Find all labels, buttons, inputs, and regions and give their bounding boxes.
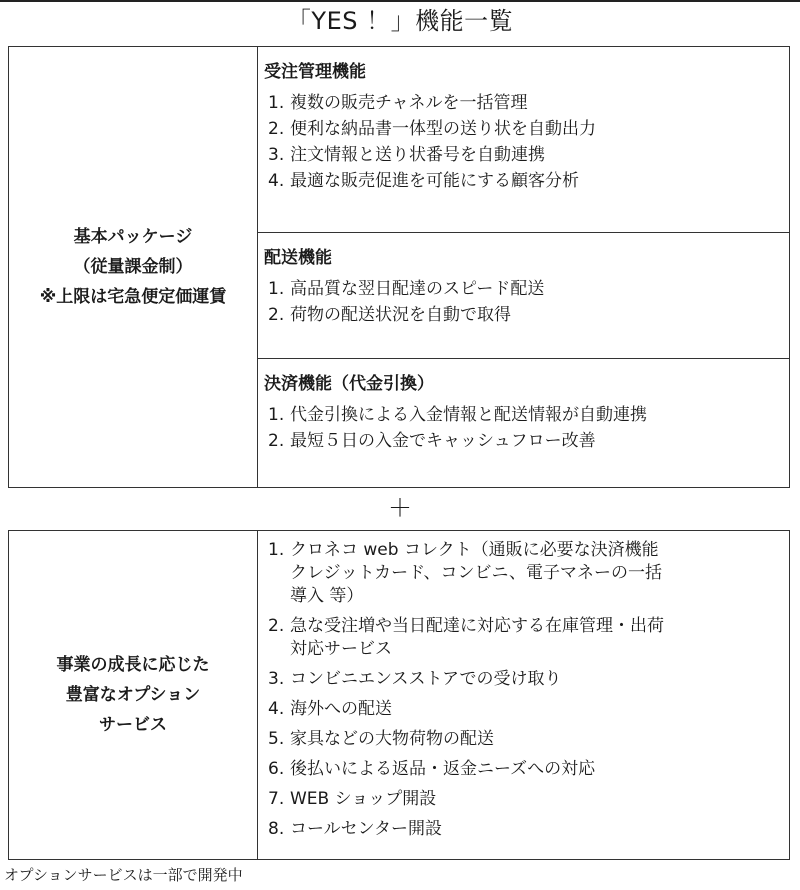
list-item <box>264 142 789 168</box>
item-number: 6. <box>268 759 285 779</box>
list-item <box>264 116 789 142</box>
item-number: 4. <box>268 699 285 719</box>
item-number: 2. <box>268 305 285 325</box>
item-text: 後払いによる返品・返金ニーズへの対応 <box>290 759 596 779</box>
item-text: 最適な販売促進を可能にする顧客分析 <box>290 171 579 191</box>
item-text: 荷物の配送状況を自動で取得 <box>290 305 511 325</box>
basic-label-line: ※上限は宅急便定価運賃 <box>39 287 227 307</box>
top-rule <box>0 0 800 2</box>
item-text: 海外への配送 <box>290 699 392 719</box>
item-text: 家具などの大物荷物の配送 <box>290 729 494 749</box>
item-text: 最短５日の入金でキャッシュフロー改善 <box>290 431 596 451</box>
list-item <box>264 615 789 661</box>
item-text: 便利な納品書一体型の送り状を自動出力 <box>290 119 596 139</box>
plus-sign: ＋ <box>388 494 412 522</box>
list-item <box>264 698 789 721</box>
item-text: 高品質な翌日配達のスピード配送 <box>290 279 545 299</box>
footnote: オプションサービスは一部で開発中 <box>4 866 243 884</box>
list-item <box>264 168 789 194</box>
item-text: 代金引換による入金情報と配送情報が自動連携 <box>290 405 647 425</box>
section-title: 受注管理機能 <box>264 62 366 82</box>
item-number: 5. <box>268 729 285 749</box>
section-title: 配送機能 <box>264 248 332 268</box>
payment-section <box>258 358 789 486</box>
list-item <box>264 758 789 781</box>
list-item <box>264 428 789 454</box>
item-number: 3. <box>268 669 285 689</box>
item-number: 2. <box>268 431 285 451</box>
item-number: 4. <box>268 171 285 191</box>
item-text: コールセンター開設 <box>290 819 442 839</box>
basic-label-line: 基本パッケージ <box>73 227 193 247</box>
item-number: 1. <box>268 279 285 299</box>
list-item <box>264 818 789 841</box>
item-number: 1. <box>268 540 285 560</box>
basic-package-features <box>258 47 789 487</box>
list-item <box>264 539 789 608</box>
item-number: 3. <box>268 145 285 165</box>
item-number: 2. <box>268 616 285 636</box>
list-item <box>264 668 789 691</box>
item-number: 7. <box>268 789 285 809</box>
item-text: 注文情報と送り状番号を自動連携 <box>290 145 545 165</box>
item-text: WEB ショップ開設 <box>290 789 437 809</box>
basic-package-label <box>9 47 258 487</box>
item-number: 1. <box>268 405 285 425</box>
item-text: クロネコ web コレクト（通販に必要な決済機能 クレジットカード、コンビニ、電子マネーの一括 導入 等） <box>290 540 663 606</box>
item-text: コンビニエンスストアでの受け取り <box>290 669 562 689</box>
options-table <box>8 530 790 860</box>
list-item <box>264 302 789 328</box>
options-label-line: 豊富なオプション <box>65 685 201 705</box>
options-list <box>258 539 789 841</box>
list-item <box>264 402 789 428</box>
page-title: 「YES ！」機能一覧 <box>286 7 514 35</box>
list-item <box>264 276 789 302</box>
list-item <box>264 728 789 751</box>
basic-label-line: （従量課金制） <box>73 257 193 277</box>
item-text: 複数の販売チャネルを一括管理 <box>290 93 528 113</box>
order-management-section <box>258 47 789 232</box>
options-label-line: サービス <box>99 715 167 735</box>
options-label-line: 事業の成長に応じた <box>56 655 210 675</box>
item-number: 8. <box>268 819 285 839</box>
list-item <box>264 90 789 116</box>
delivery-section <box>258 232 789 358</box>
item-number: 1. <box>268 93 285 113</box>
list-item <box>264 788 789 811</box>
item-number: 2. <box>268 119 285 139</box>
basic-package-table <box>8 46 790 488</box>
item-text: 急な受注増や当日配達に対応する在庫管理・出荷 対応サービス <box>290 616 664 659</box>
options-features <box>258 531 789 859</box>
section-title: 決済機能（代金引換） <box>264 374 434 394</box>
options-label <box>9 531 258 859</box>
